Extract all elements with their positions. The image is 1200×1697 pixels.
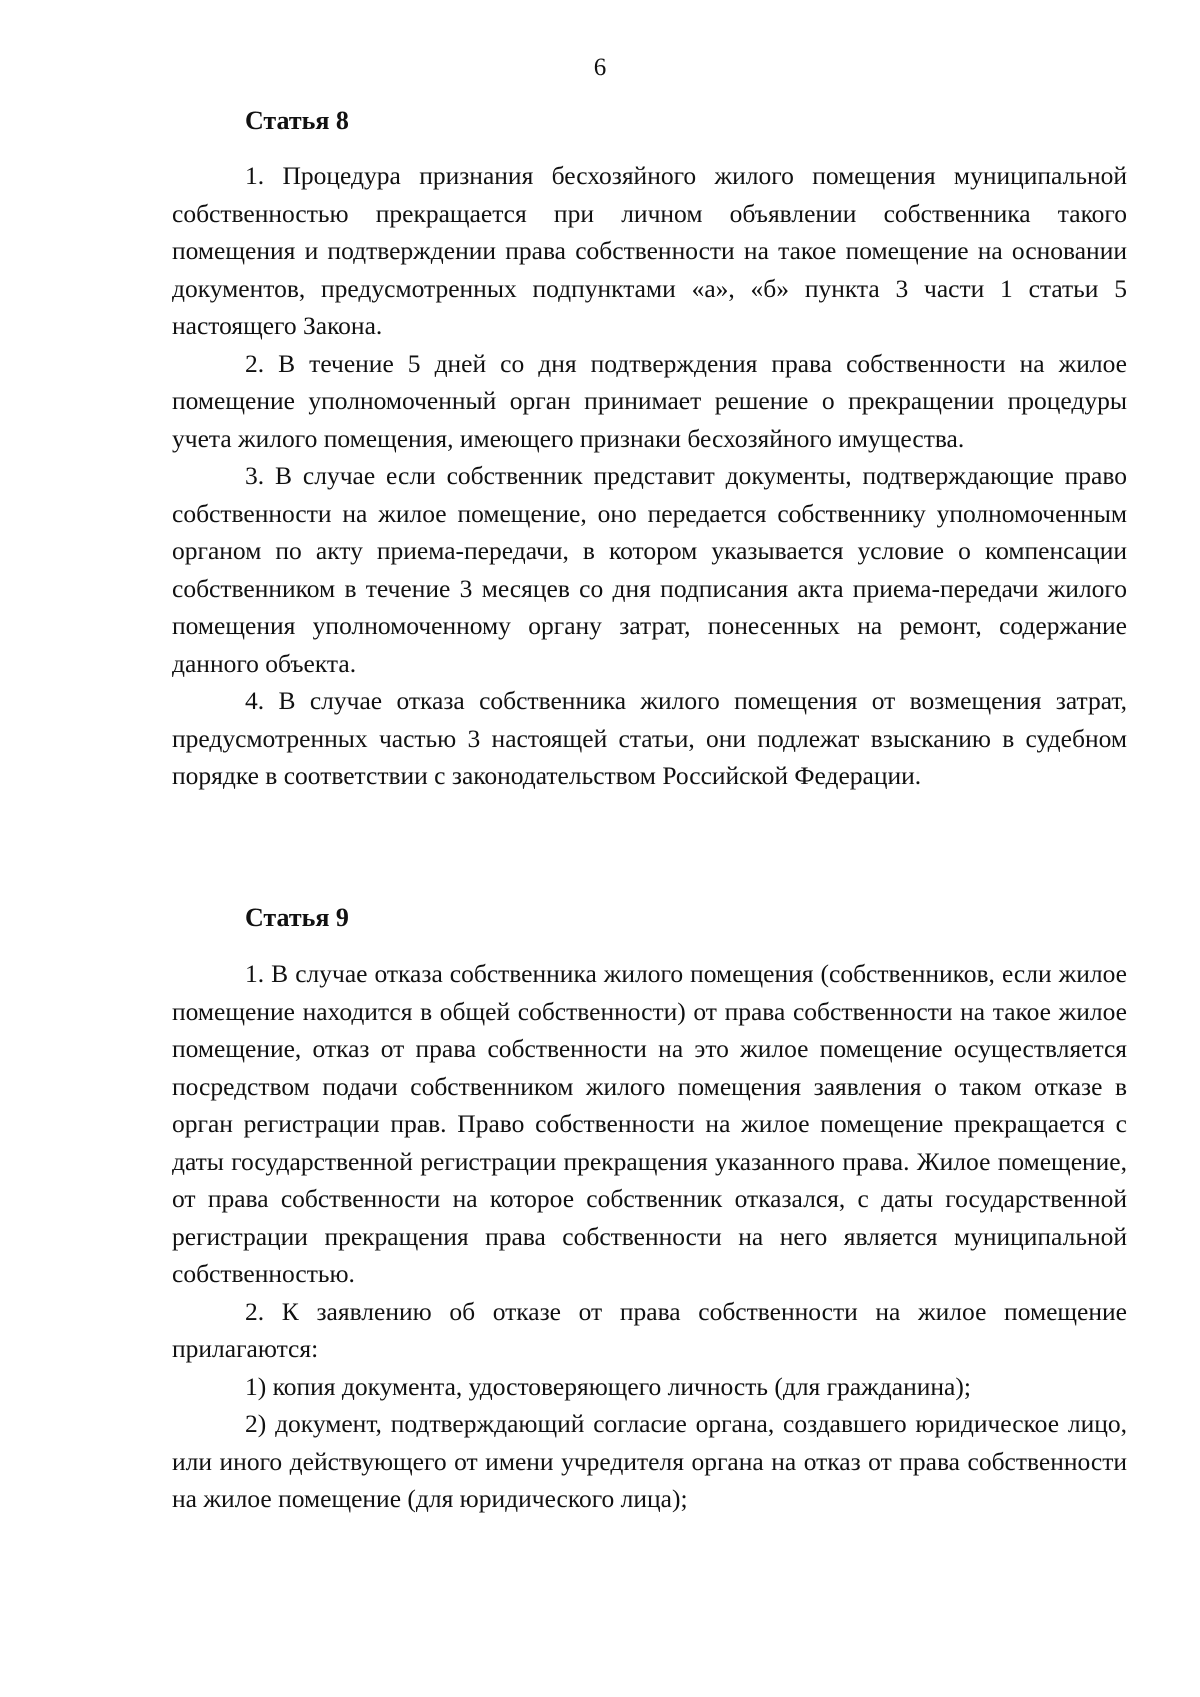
article-8-paragraph-1: 1. Процедура признания бесхозяйного жилого помещения муниципальной собственностью прекращается при личном объявлении собственника такого помещения и подтверждении права собственности на такое помещение на основании документов, предусмотренных подпунктами «а», «б» пункта 3 части 1 статьи 5 настоящего Закона. (172, 161, 1127, 340)
page-number: 6 (593, 54, 607, 81)
article-9-paragraph-1: 1. В случае отказа собственника жилого помещения (собственников, если жилое помещение находится в общей собственности) от права собственности на такое жилое помещение, отказ от права собственности на это жилое помещение осуществляется посредством подачи собственником жилого помещения заявления о таком отказе в орган регистрации прав. Право собственности на жилое помещение прекращается с даты государственной регистрации прекращения указанного права. Жилое помещение, от права собственности на которое собственник отказался, с даты государственной регистрации прекращения права собственности на него является муниципальной собственностью. (172, 959, 1127, 1288)
article-8-paragraph-4: 4. В случае отказа собственника жилого помещения от возмещения затрат, предусмотренных частью 3 настоящей статьи, они подлежат взысканию в судебном порядке в соответствии с законодательством Российской Федерации. (172, 686, 1127, 790)
article-8-heading: Статья 8 (245, 106, 349, 135)
article-9-paragraph-2: 2. К заявлению об отказе от права собственности на жилое помещение прилагаются: (172, 1296, 1127, 1363)
article-8-paragraph-3: 3. В случае если собственник представит документы, подтверждающие право собственности на жилое помещение, оно передается собственнику уполномоченным органом по акту приема-передачи, в котором указывается условие о компенсации собственником в течение 3 месяцев со дня подписания акта приема-передачи жилого помещения уполномоченному органу затрат, понесенных на ремонт, содержание данного объекта. (172, 461, 1127, 678)
article-9-list-item-1: 1) копия документа, удостоверяющего личность (для гражданина); (245, 1371, 971, 1401)
article-9-body (172, 955, 1127, 1518)
article-8-paragraph-2: 2. В течение 5 дней со дня подтверждения права собственности на жилое помещение уполномоченный орган принимает решение о прекращении процедуры учета жилого помещения, имеющего признаки бесхозяйного имущества. (172, 348, 1127, 453)
article-9-heading: Статья 9 (245, 903, 349, 932)
article-8-body (172, 157, 1127, 795)
article-9-list-item-2: 2) документ, подтверждающий согласие органа, создавшего юридическое лицо, или иного действующего от имени учредителя органа на отказ от права собственности на жилое помещение (для юридического лица); (172, 1409, 1127, 1513)
